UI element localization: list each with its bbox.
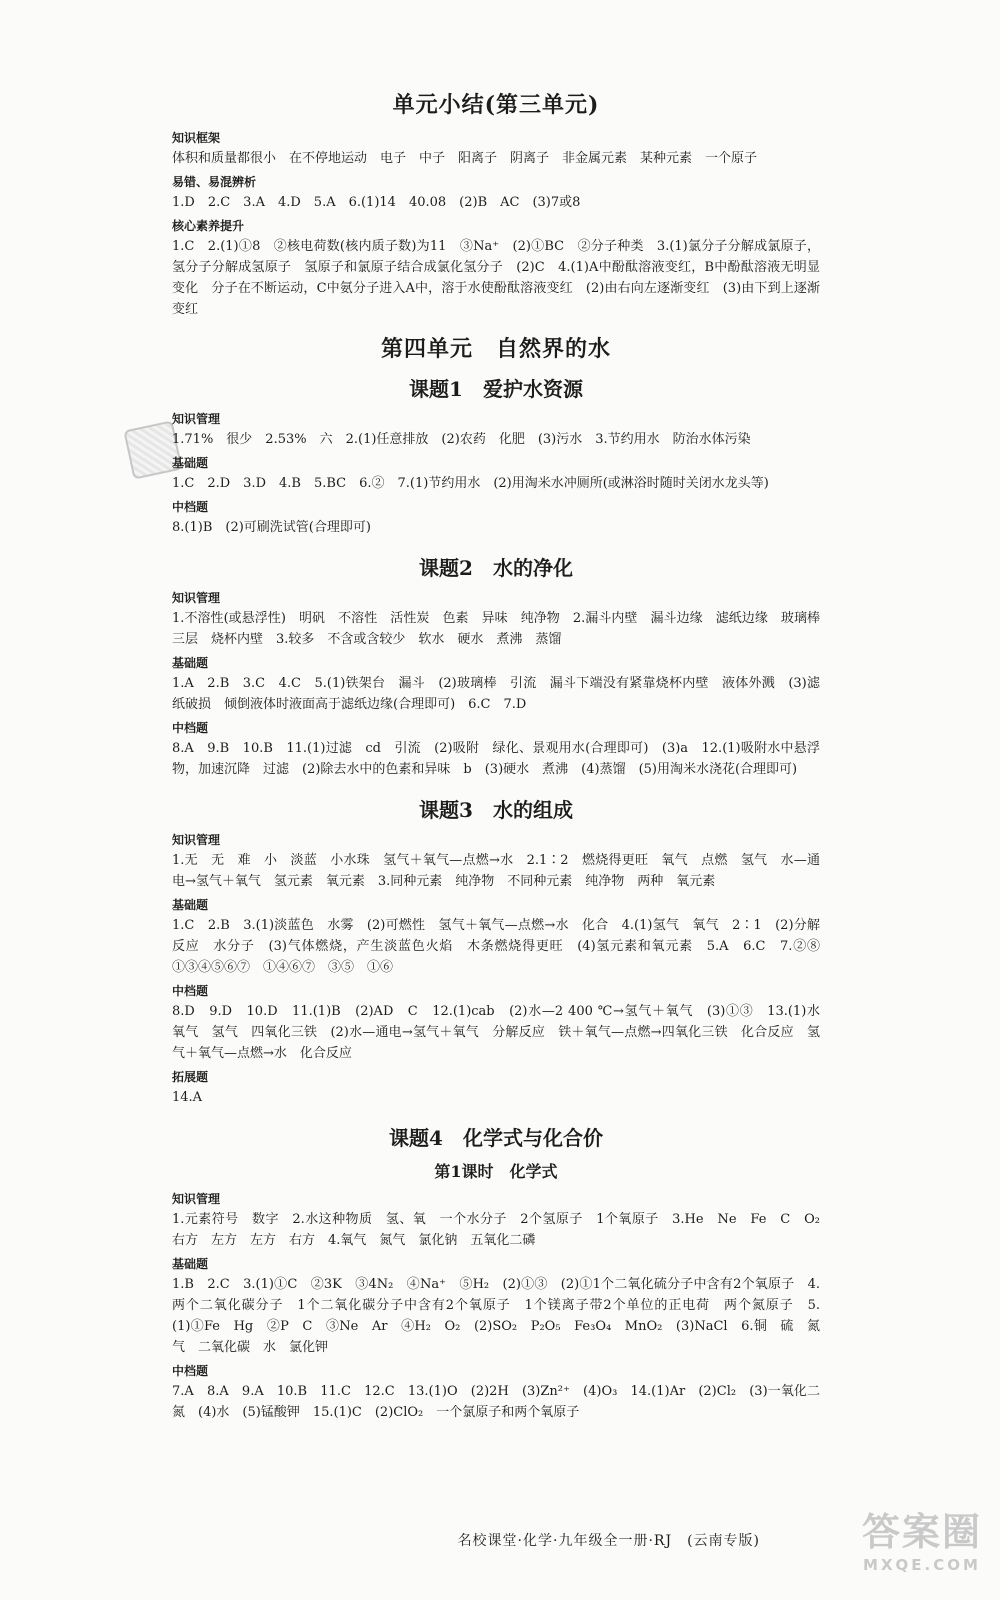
section-heading: 中档题 xyxy=(172,500,209,514)
unit3-summary xyxy=(172,129,820,320)
answer-text: 7.A 8.A 9.A 10.B 11.C 12.C 13.(1)O (2)2H (3)Zn²⁺ (4)O₃ 14.(1)Ar (2)Cl₂ (3)一氧化二氮 (4)水 (5)锰酸钾 15.(1)C (2)ClO₂ 一个氯原子和两个氧原子 xyxy=(172,1384,820,1420)
lesson-subtitle: 第1课时 化学式 xyxy=(434,1162,558,1181)
answer-text: 8.(1)B (2)可刷洗试管(合理即可) xyxy=(172,520,371,535)
section-heading: 拓展题 xyxy=(172,1070,209,1084)
answer-text: 1.无 无 难 小 淡蓝 小水珠 氢气＋氧气—点燃→水 2.1∶2 燃烧得更旺 氧气 点燃 氢气 水—通电→氢气＋氧气 氢元素 氧元素 3.同种元素 纯净物 不同种元素 纯净物 两种 氧元素 xyxy=(172,853,820,889)
section-heading: 基础题 xyxy=(172,656,209,670)
section-heading: 易错、易混辨析 xyxy=(172,175,257,189)
section-heading: 知识管理 xyxy=(172,833,221,847)
lesson-title: 课题2 水的净化 xyxy=(419,556,573,580)
lesson-title: 课题3 水的组成 xyxy=(419,798,573,822)
answer-text: 8.D 9.D 10.D 11.(1)B (2)AD C 12.(1)cab (2)水—2 400 ℃→氢气＋氧气 (3)①③ 13.(1)水 氧气 氢气 四氧化三铁 (2)水—通电→氢气＋氧气 分解反应 铁＋氧气—点燃→四氧化三铁 化合反应 氢气＋氧气—点燃→水 化合反应 xyxy=(172,1004,834,1061)
answer-text: 1.71% 很少 2.53% 六 2.(1)任意排放 (2)农药 化肥 (3)污水 3.节约用水 防治水体污染 xyxy=(172,432,751,447)
unit4-title: 第四单元 自然界的水 xyxy=(380,336,611,362)
answer-text: 8.A 9.B 10.B 11.(1)过滤 cd 引流 (2)吸附 绿化、景观用水(合理即可) (3)a 12.(1)吸附水中悬浮物，加速沉降 过滤 (2)除去水中的色素和异味 b (3)硬水 煮沸 (4)蒸馏 (5)用淘米水浇花(合理即可) xyxy=(172,741,820,777)
section-heading: 中档题 xyxy=(172,1364,209,1378)
answer-text: 1.D 2.C 3.A 4.D 5.A 6.(1)14 40.08 (2)B AC (3)7或8 xyxy=(172,195,581,210)
section-heading: 知识管理 xyxy=(172,412,221,426)
answer-text: 体积和质量都很小 在不停地运动 电子 中子 阳离子 阴离子 非金属元素 某种元素 一个原子 xyxy=(172,151,758,166)
answer-text: 1.B 2.C 3.(1)①C ②3K ③4N₂ ④Na⁺ ⑤H₂ (2)①③ (2)①1个二氧化硫分子中含有2个氧原子 4.两个二氧化碳分子 1个二氧化碳分子中含有2个氧原子 1个镁离子带2个单位的正电荷 两个氮原子 5.(1)①Fe Hg ②P C ③Ne Ar ④H₂ O₂ (2)SO₂ P₂O₅ Fe₃O₄ MnO₂ (3)NaCl 6.铜 硫 氮气 二氧化碳 水 氯化钾 xyxy=(172,1277,820,1355)
page-footer: 名校课堂·化学·九年级全一册·RJ (云南专版) xyxy=(457,1533,760,1549)
section-heading: 知识管理 xyxy=(172,1192,221,1206)
section-heading: 基础题 xyxy=(172,456,209,470)
unit3-summary-title: 单元小结(第三单元) xyxy=(392,92,600,118)
watermark-logo-text: 答案圈 xyxy=(861,1510,982,1554)
answer-text: 14.A xyxy=(172,1090,203,1105)
section-heading: 核心素养提升 xyxy=(172,219,245,233)
section-heading: 基础题 xyxy=(172,1257,209,1271)
site-watermark xyxy=(862,1501,982,1574)
answer-page xyxy=(172,88,834,1425)
section-heading: 基础题 xyxy=(172,898,209,912)
section-heading: 知识框架 xyxy=(172,131,221,145)
answer-text: 1.C 2.D 3.D 4.B 5.BC 6.② 7.(1)节约用水 (2)用淘米水冲厕所(或淋浴时随时关闭水龙头等) xyxy=(172,476,769,491)
section-heading: 中档题 xyxy=(172,984,209,998)
answer-text: 1.C 2.(1)①8 ②核电荷数(核内质子数)为11 ③Na⁺ (2)①BC ②分子种类 3.(1)氯分子分解成氯原子，氢分子分解成氢原子 氢原子和氯原子结合成氯化氢分子 (2)C 4.(1)A中酚酞溶液变红，B中酚酞溶液无明显变化 分子在不断运动，C中氨分子进入A中，溶于水使酚酞溶液变红 (2)由右向左逐渐变红 (3)由下到上逐渐变红 xyxy=(172,239,820,317)
lesson-title: 课题4 化学式与化合价 xyxy=(389,1126,603,1150)
lesson-title: 课题1 爱护水资源 xyxy=(409,377,583,401)
section-heading: 知识管理 xyxy=(172,591,221,605)
answer-text: 1.C 2.B 3.(1)淡蓝色 水雾 (2)可燃性 氢气＋氧气—点燃→水 化合 4.(1)氢气 氧气 2∶1 (2)分解反应 水分子 (3)气体燃烧，产生淡蓝色火焰 木条燃烧得更旺 (4)氢元素和氧元素 5.A 6.C 7.②⑧ ①③④⑤⑥⑦ ①④⑥⑦ ③⑤ ①⑥ xyxy=(172,918,834,975)
answer-text: 1.A 2.B 3.C 4.C 5.(1)铁架台 漏斗 (2)玻璃棒 引流 漏斗下端没有紧靠烧杯内壁 液体外溅 (3)滤纸破损 倾倒液体时液面高于滤纸边缘(合理即可) 6.C 7.D xyxy=(172,676,820,712)
answer-text: 1.元素符号 数字 2.水这种物质 氢、氧 一个水分子 2个氢原子 1个氧原子 3.He Ne Fe C O₂ 右方 左方 左方 右方 4.氧气 氮气 氯化钠 五氧化二磷 xyxy=(172,1212,834,1248)
answer-text: 1.不溶性(或悬浮性) 明矾 不溶性 活性炭 色素 异味 纯净物 2.漏斗内壁 漏斗边缘 滤纸边缘 玻璃棒 三层 烧杯内壁 3.较多 不含或含较少 软水 硬水 煮沸 蒸馏 xyxy=(172,611,834,647)
watermark-url: MXQE.COM xyxy=(863,1556,981,1574)
section-heading: 中档题 xyxy=(172,721,209,735)
